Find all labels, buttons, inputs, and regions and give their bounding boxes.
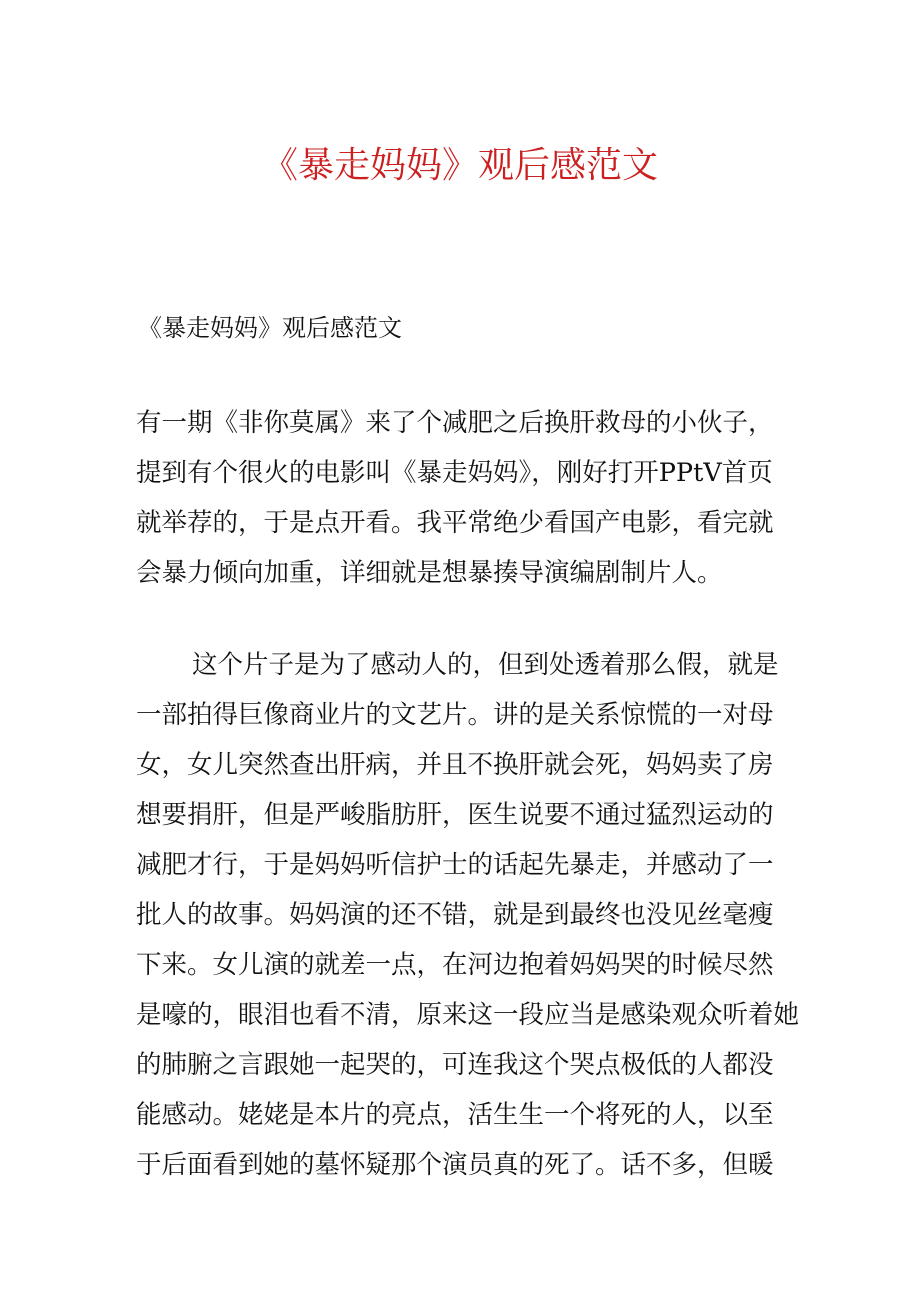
document-subtitle: 《暴走妈妈》观后感范文 <box>138 314 402 342</box>
paragraph-line: 想要捐肝，但是严峻脂肪肝，医生说要不通过猛烈运动的 <box>136 800 774 830</box>
paragraph-line: 一部拍得巨像商业片的文艺片。讲的是关系惊慌的一对母 <box>136 700 774 730</box>
paragraph-line: 会暴力倾向加重，详细就是想暴揍导演编剧制片人。 <box>136 558 723 588</box>
paragraph-line: 就举荐的，于是点开看。我平常绝少看国产电影，看完就 <box>136 508 774 538</box>
paragraph-line: 这个片子是为了感动人的，但到处透着那么假，就是 <box>192 650 779 680</box>
paragraph-line: 下来。女儿演的就差一点，在河边抱着妈妈哭的时候尽然 <box>136 950 774 980</box>
paragraph-line: 女，女儿突然查出肝病，并且不换肝就会死，妈妈卖了房 <box>136 750 774 780</box>
paragraph-line: 有一期《非你莫属》来了个减肥之后换肝救母的小伙子， <box>136 408 774 438</box>
paragraph-line: 提到有个很火的电影叫《暴走妈妈》，刚好打开PPtV首页 <box>136 458 773 488</box>
paragraph-2 <box>136 640 800 1190</box>
paragraph-line: 能感动。姥姥是本片的亮点，活生生一个将死的人，以至 <box>136 1100 774 1130</box>
paragraph-line: 批人的故事。妈妈演的还不错，就是到最终也没见丝毫瘦 <box>136 900 774 930</box>
paragraph-line: 的肺腑之言跟她一起哭的，可连我这个哭点极低的人都没 <box>136 1050 774 1080</box>
document-title: 《暴走妈妈》观后感范文 <box>261 145 658 186</box>
paragraph-1 <box>136 398 796 598</box>
paragraph-line: 于后面看到她的墓怀疑那个演员真的死了。话不多，但暖 <box>136 1150 774 1180</box>
paragraph-line: 是嚎的，眼泪也看不清，原来这一段应当是感染观众听着她 <box>136 1000 800 1030</box>
paragraph-line: 减肥才行，于是妈妈听信护士的话起先暴走，并感动了一 <box>136 850 774 880</box>
